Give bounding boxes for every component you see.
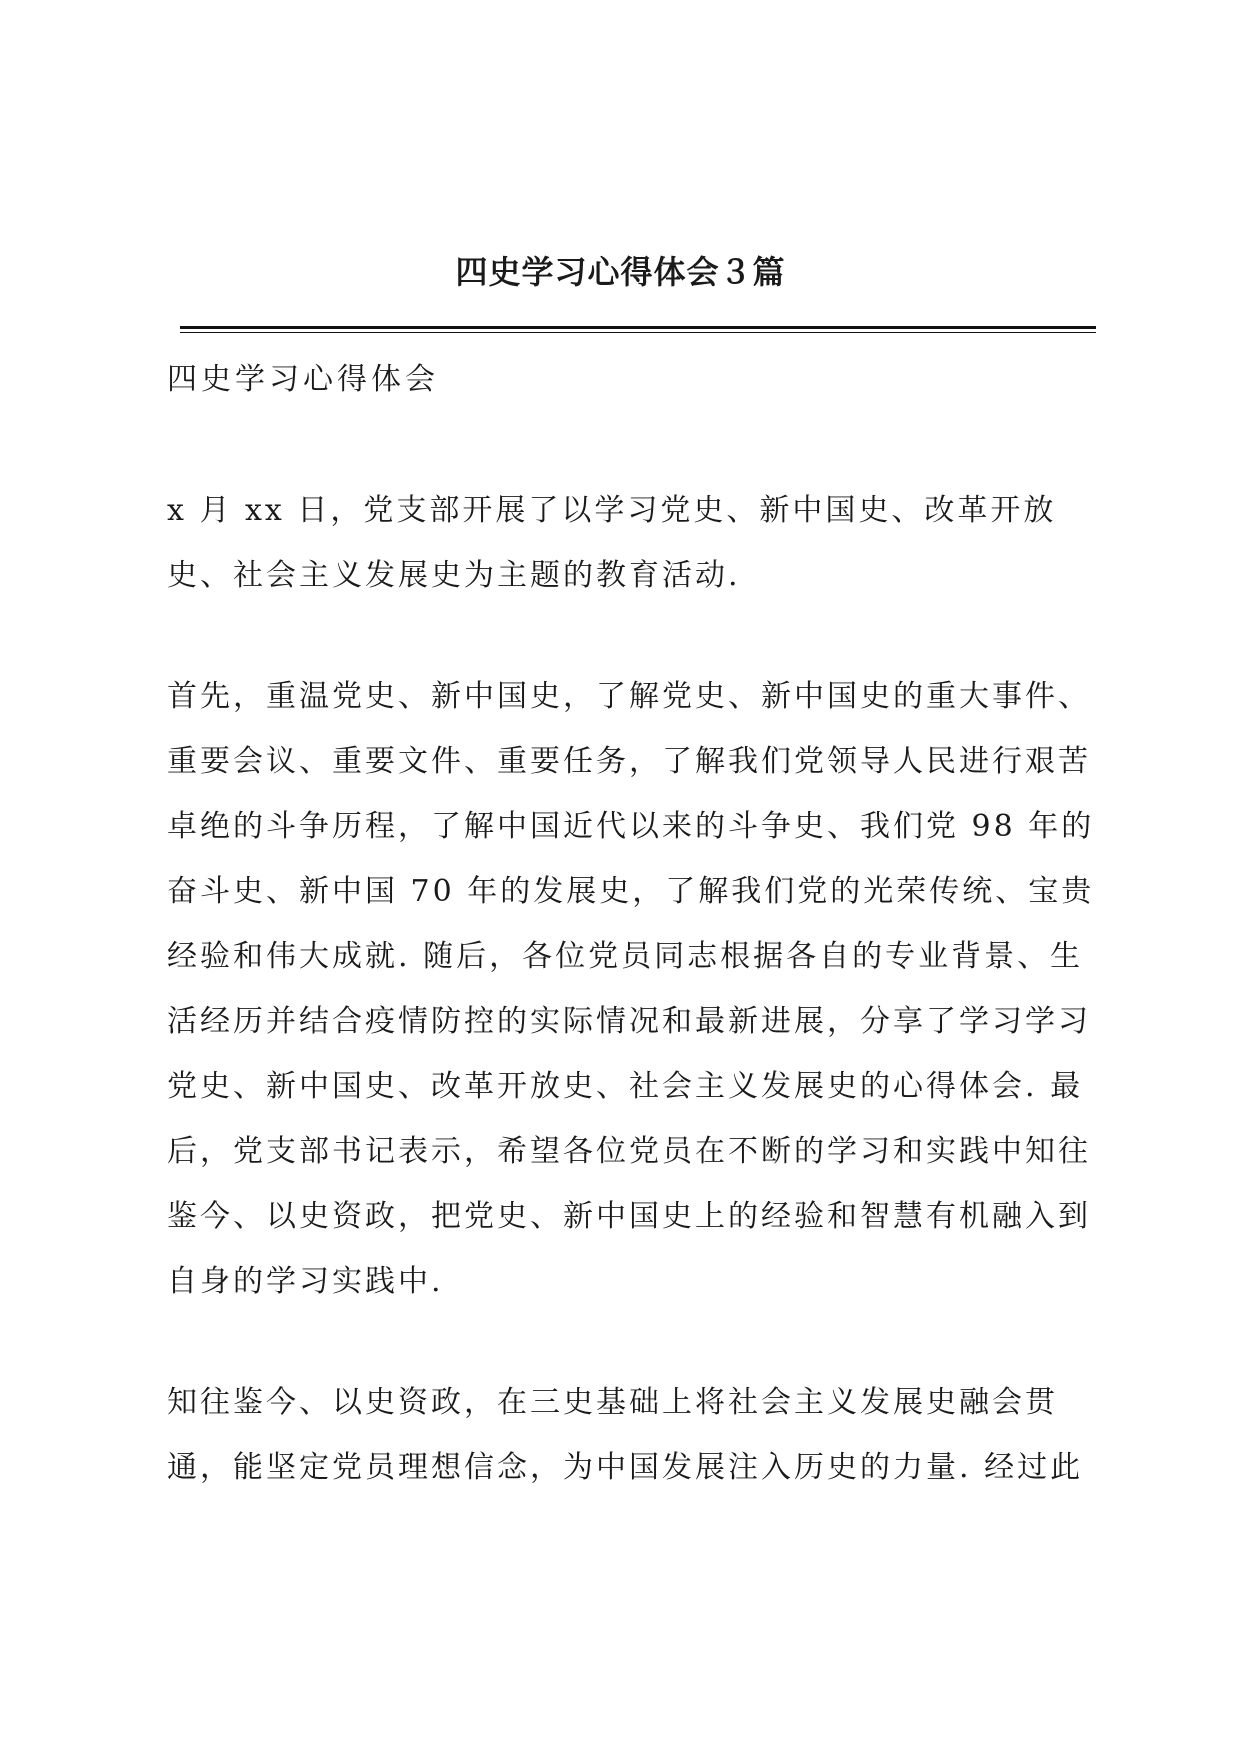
paragraph-line: 通，能坚定党员理想信念，为中国发展注入历史的力量. 经过此 <box>167 1450 1084 1485</box>
paragraph-line: 鉴今、以史资政，把党史、新中国史上的经验和智慧有机融入到 <box>167 1199 1091 1234</box>
paragraph-line: 党史、新中国史、改革开放史、社会主义发展史的心得体会. 最 <box>167 1069 1084 1104</box>
paragraph-line: 后，党支部书记表示，希望各位党员在不断的学习和实践中知往 <box>167 1134 1091 1169</box>
paragraph-line: 首先，重温党史、新中国史，了解党史、新中国史的重大事件、 <box>167 679 1091 714</box>
paragraph-line: 活经历并结合疫情防控的实际情况和最新进展，分享了学习学习 <box>167 1004 1091 1039</box>
paragraph-line: 奋斗史、新中国 70 年的发展史，了解我们党的光荣传统、宝贵 <box>167 874 1095 909</box>
document-title: 四史学习心得体会３篇 <box>455 253 786 291</box>
title-divider-thin <box>180 332 1096 333</box>
paragraph-line: 史、社会主义发展史为主题的教育活动. <box>167 558 741 593</box>
paragraph-1 <box>167 478 1092 608</box>
title-divider-thick <box>180 326 1096 329</box>
paragraph-line: 重要会议、重要文件、重要任务，了解我们党领导人民进行艰苦 <box>167 744 1091 779</box>
paragraph-line: 卓绝的斗争历程，了解中国近代以来的斗争史、我们党 98 年的 <box>167 809 1095 844</box>
paragraph-line: x 月 xx 日，党支部开展了以学习党史、新中国史、改革开放 <box>167 493 1057 528</box>
paragraph-line: 知往鉴今、以史资政，在三史基础上将社会主义发展史融会贯 <box>167 1385 1058 1420</box>
paragraph-line: 经验和伟大成就. 随后，各位党员同志根据各自的专业背景、生 <box>167 939 1084 974</box>
paragraph-2 <box>167 664 1095 1314</box>
section-subheading: 四史学习心得体会 <box>167 362 439 397</box>
paragraph-line: 自身的学习实践中. <box>167 1264 444 1299</box>
paragraph-3 <box>167 1370 1092 1500</box>
